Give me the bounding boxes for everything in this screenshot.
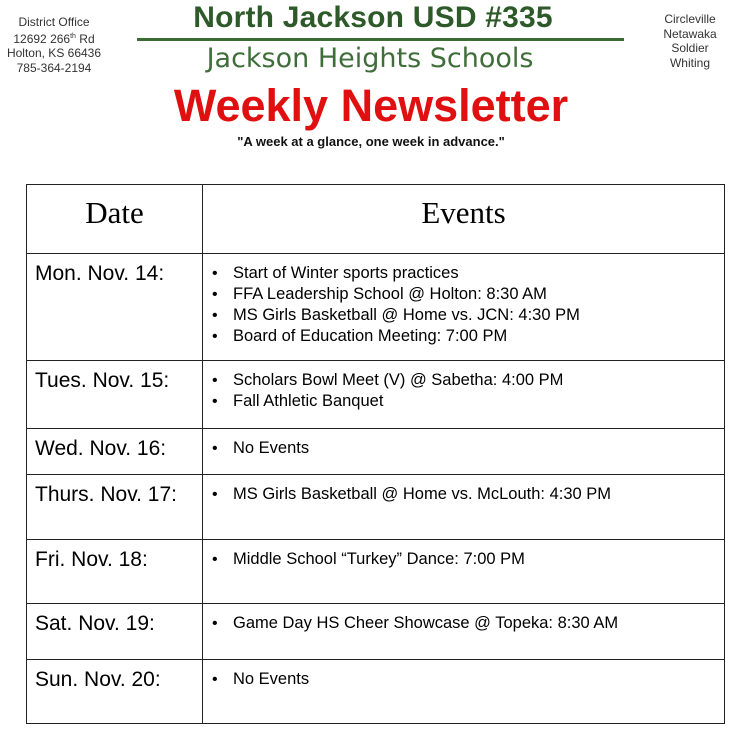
office-street [2, 30, 106, 47]
event-item: • Start of Winter sports practices [211, 263, 724, 284]
table-row [27, 429, 725, 475]
event-item: • Scholars Bowl Meet (V) @ Sabetha: 4:00 PM [211, 370, 724, 391]
town-item: Netawaka [663, 26, 717, 41]
office-label: District Office [18, 15, 90, 29]
event-list [203, 429, 724, 459]
office-street-number: 12692 266 [13, 31, 71, 46]
town-item: Circleville [664, 12, 716, 26]
event-item: • No Events [211, 438, 724, 459]
event-item: • FFA Leadership School @ Holton: 8:30 AM [211, 284, 724, 305]
event-item: • Middle School “Turkey” Dance: 7:00 PM [211, 549, 724, 570]
day-label: Tues. Nov. 15: [35, 369, 170, 392]
newsletter-title: Weekly Newsletter [173, 80, 569, 131]
day-label: Sat. Nov. 19: [35, 612, 155, 635]
table-header-row [27, 185, 725, 254]
day-label: Fri. Nov. 18: [35, 548, 148, 571]
event-list [203, 361, 724, 412]
district-office-address [2, 15, 106, 75]
town-item: Whiting [669, 55, 710, 70]
title-divider [137, 38, 624, 41]
table-row [27, 475, 725, 540]
event-item: • Fall Athletic Banquet [211, 391, 724, 412]
event-list [203, 604, 724, 634]
office-street-suffix: th [70, 32, 76, 40]
event-list [203, 475, 724, 505]
event-item: • No Events [211, 669, 724, 690]
events-column-header: Events [203, 185, 725, 254]
district-title: North Jackson USD #335 [193, 1, 553, 34]
table-row [27, 604, 725, 660]
table-row [27, 254, 725, 361]
table-row [27, 660, 725, 724]
event-list [203, 254, 724, 347]
office-phone: 785-364-2194 [16, 60, 92, 75]
event-item: • Board of Education Meeting: 7:00 PM [211, 326, 724, 347]
event-item: • MS Girls Basketball @ Home vs. JCN: 4:30 PM [211, 305, 724, 326]
table-row [27, 361, 725, 429]
day-label: Mon. Nov. 14: [35, 262, 165, 285]
office-city: Holton, KS 66436 [6, 46, 102, 60]
table-row [27, 540, 725, 604]
event-item: • Game Day HS Cheer Showcase @ Topeka: 8:30 AM [211, 613, 724, 634]
event-list [203, 660, 724, 690]
schools-subtitle: Jackson Heights Schools [206, 43, 534, 74]
day-label: Thurs. Nov. 17: [35, 483, 177, 506]
towns-list [640, 12, 740, 70]
event-list [203, 540, 724, 570]
newsletter-tagline: "A week at a glance, one week in advance." [237, 134, 505, 149]
day-label: Wed. Nov. 16: [35, 437, 167, 460]
town-item: Soldier [671, 41, 709, 55]
day-label: Sun. Nov. 20: [35, 668, 161, 691]
events-table [26, 184, 725, 724]
date-column-header: Date [27, 185, 203, 254]
event-item: • MS Girls Basketball @ Home vs. McLouth: 4:30 PM [211, 484, 724, 505]
office-street-rest: Rd [75, 31, 95, 46]
